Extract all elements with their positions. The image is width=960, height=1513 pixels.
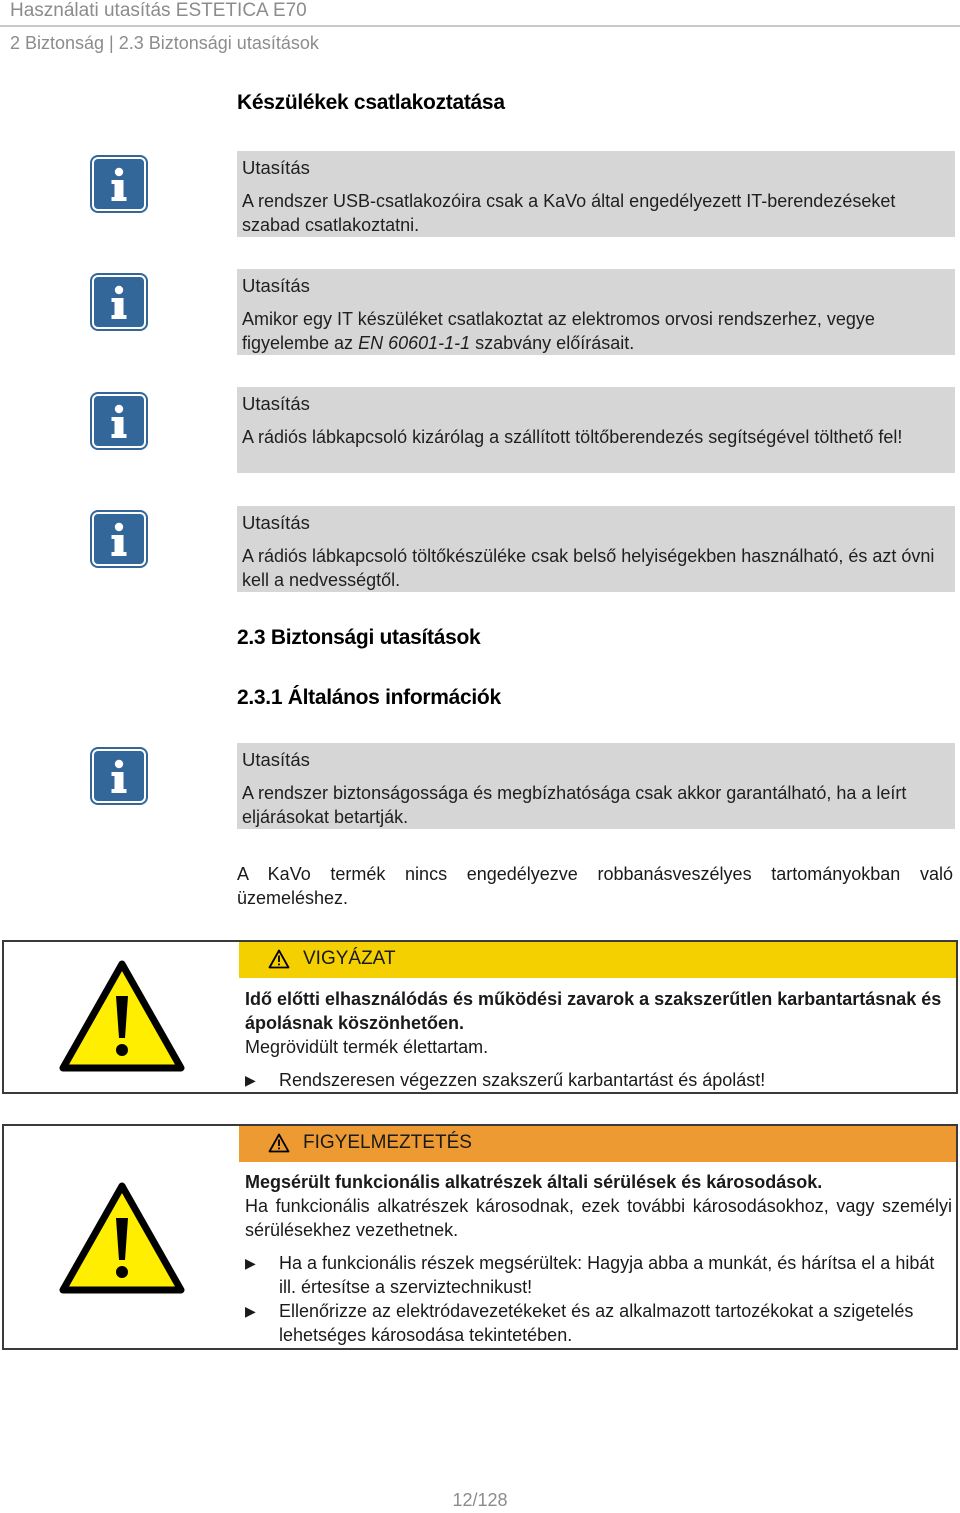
warning-step (245, 1251, 952, 1299)
arrow-right-icon: ▶ (245, 1303, 256, 1319)
warning-title: Megsérült funkcionális alkatrészek általi sérülések és károsodások. (245, 1172, 823, 1192)
warning-step-text: Ha a funkcionális részek megsérültek: Hagyja abba a munkát, és hárítsa el a hibát ill. értesítse a szerviztechnikust! (279, 1253, 935, 1297)
breadcrumb: 2 Biztonság | 2.3 Biztonsági utasítások (10, 33, 319, 53)
caution-step-text: Rendszeresen végezzen szakszerű karbantartást és ápolást! (279, 1070, 766, 1090)
warning-step (245, 1299, 952, 1347)
note-label: Utasítás (242, 749, 310, 770)
info-icon (92, 157, 146, 211)
note-text: A rendszer biztonságossága és megbízhatósága csak akkor garantálható, ha a leírt eljárásokat betartják. (242, 783, 907, 827)
general-information-heading: 2.3.1 Általános információk (237, 686, 501, 709)
warning-outline-icon (268, 949, 290, 974)
instruction-note (237, 387, 955, 473)
warning-triangle-icon (59, 960, 185, 1077)
note-label: Utasítás (242, 157, 310, 178)
page-number: 12/128 (452, 1490, 508, 1510)
caution-header (239, 942, 956, 978)
note-text-part: szabvány előírásait. (470, 333, 635, 353)
note-label: Utasítás (242, 512, 310, 533)
note-text-part: Amikor egy IT készüléket csatlakoztat az elektromos orvosi rendszerhez, vegye figyelembe az (242, 309, 875, 353)
caution-box (2, 940, 958, 1094)
warning-triangle-icon (59, 1182, 185, 1299)
warning-label: FIGYELMEZTETÉS (303, 1132, 472, 1153)
instruction-note (237, 151, 955, 237)
instruction-note (237, 269, 955, 355)
note-text (242, 307, 949, 355)
info-icon (92, 749, 146, 803)
caution-description: Megrövidült termék élettartam. (245, 1037, 489, 1057)
standard-reference: EN 60601-1-1 (358, 333, 471, 353)
instruction-note (237, 743, 955, 829)
warning-header (239, 1126, 956, 1162)
info-icon (92, 275, 146, 329)
caution-title: Idő előtti elhasználódás és működési zavarok a szakszerűtlen karbantartásnak és ápolásnak köszönhetően. (245, 989, 942, 1033)
instruction-note (237, 506, 955, 592)
caution-step (245, 1068, 952, 1092)
document-title: Használati utasítás ESTETICA E70 (10, 0, 307, 21)
caution-label: VIGYÁZAT (303, 948, 396, 969)
arrow-right-icon: ▶ (245, 1255, 256, 1271)
warning-box (2, 1124, 958, 1350)
arrow-right-icon: ▶ (245, 1072, 256, 1088)
note-text: A rádiós lábkapcsoló kizárólag a szállított töltőberendezés segítségével tölthető fel! (242, 427, 903, 447)
note-label: Utasítás (242, 275, 310, 296)
body-paragraph: A KaVo termék nincs engedélyezve robbanásveszélyes tartományokban való üzemeléshez. (237, 864, 953, 908)
safety-instructions-heading: 2.3 Biztonsági utasítások (237, 626, 481, 649)
warning-content (245, 1170, 952, 1347)
info-icon (92, 512, 146, 566)
caution-content (245, 987, 952, 1092)
note-text: A rendszer USB-csatlakozóira csak a KaVo által engedélyezett IT-berendezéseket szabad csatlakoztatni. (242, 191, 896, 235)
info-icon (92, 394, 146, 448)
note-label: Utasítás (242, 393, 310, 414)
warning-outline-icon (268, 1133, 290, 1158)
connect-devices-heading: Készülékek csatlakoztatása (237, 91, 505, 114)
header-divider (0, 25, 960, 27)
warning-description: Ha funkcionális alkatrészek károsodnak, ezek további károsodásokhoz, vagy személyi sérülésekhez vezethetnek. (245, 1196, 952, 1240)
warning-step-text: Ellenőrizze az elektródavezetékeket és az alkalmazott tartozékokat a szigetelés lehetséges károsodása tekintetében. (279, 1301, 914, 1345)
note-text: A rádiós lábkapcsoló töltőkészüléke csak belső helyiségekben használható, és azt óvni kell a nedvességtől. (242, 546, 935, 590)
